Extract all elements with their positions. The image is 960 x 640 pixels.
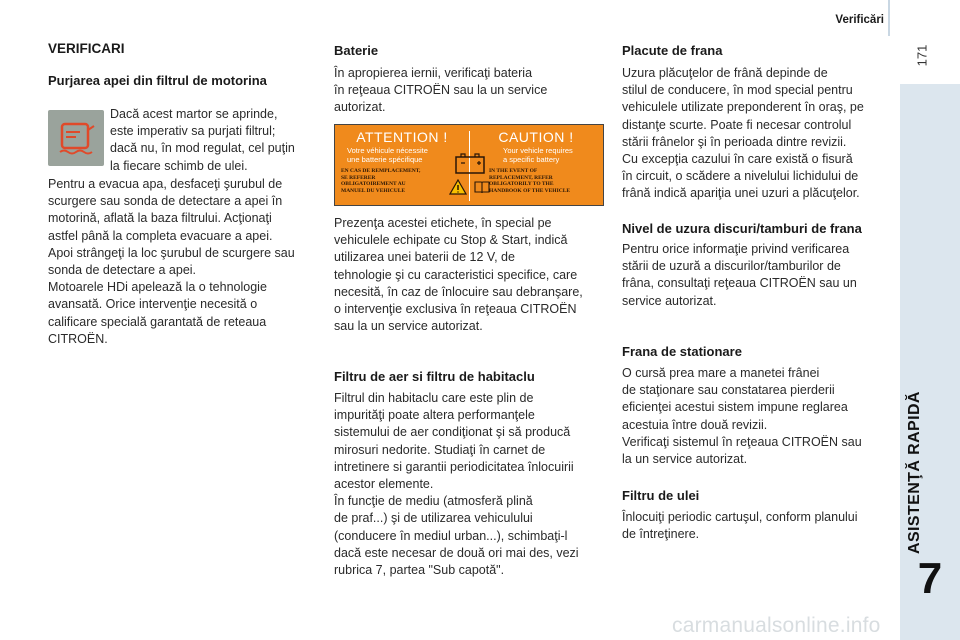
- air-filter-text: Filtrul din habitaclu care este plin de impurităţi poate altera performanţele sistemului de aer condiţionat şi să producă mirosuri nedorite. Studiaţi în carnet de intretinere si garantii periodicitatea înlocuirii acestor elemente. În funcţie de mediu (atmosferă plină de praf...) şi de utilizarea vehiculului (conducere în mediul urban...), schimbaţi-l dacă este necesar de două ori mai des, vezi rubrica 7, partea "Sub capotă".: [334, 391, 579, 578]
- chapter-section-label: ASISTENŢĂ RAPIDĂ: [906, 391, 923, 554]
- watermark-text: carmanualsonline.info: [672, 614, 881, 637]
- page-header-title: Verificări: [835, 14, 884, 26]
- main-title: VERIFICARI: [48, 41, 125, 56]
- chapter-number: 7: [917, 554, 943, 603]
- battery-text: În apropierea iernii, verificaţi bateria în reţeaua CITROËN sau la un service autorizat.: [334, 66, 548, 115]
- battery-warning-label: [334, 124, 604, 206]
- parking-brake-text: O cursă prea mare a manetei frânei de staţionare sau constatarea pierderii eficienţei acestui sistem impune reglarea acestuia între două revizii. Verificaţi sistemul în reţeaua CITROËN sau la un service autorizat.: [622, 366, 862, 467]
- header-divider: [888, 0, 890, 36]
- label-right-subtitle: Your vehicle requires a specific battery: [503, 146, 573, 164]
- section-title-battery: Baterie: [334, 43, 379, 58]
- manual-book-icon: [473, 180, 491, 194]
- battery-icon: [453, 151, 487, 181]
- label-attention-title: ATTENTION !: [356, 129, 448, 145]
- section-title-oil-filter: Filtru de ulei: [622, 488, 700, 503]
- diesel-water-warning-icon: [48, 110, 104, 166]
- section-title-water-purge: Purjarea apei din filtrul de motorina: [48, 73, 267, 88]
- chapter-sidebar: [900, 84, 960, 640]
- label-right-footer: IN THE EVENT OF REPLACEMENT, REFER OBLIGATORILY TO THE HANDBOOK OF THE VEHICLE: [489, 168, 571, 194]
- section-title-parking-brake: Frana de stationare: [622, 344, 742, 359]
- warning-lamp-text: Dacă acest martor se aprinde, este imperativ sa purjati filtrul; dacă nu, în mod regulat, cel puţin la fiecare schimb de ulei.: [110, 107, 295, 173]
- battery-label-text: Prezenţa acestei etichete, în special pe vehiculele echipate cu Stop & Start, indică utilizarea unei baterii de 12 V, de tehnologie şi cu caracteristici specifice, care necesită, în caz de înlocuire sau debranşare, o intervenţie exclusiva în reţeaua CITROËN sau la un service autorizat.: [334, 216, 583, 334]
- warning-triangle-icon: [449, 179, 467, 195]
- page-number: 171: [914, 44, 930, 67]
- label-left-subtitle: Votre véhicule nécessite une batterie spécifique: [347, 146, 428, 164]
- label-caution-title: CAUTION !: [498, 129, 574, 145]
- section-title-brake-pads: Placute de frana: [622, 43, 723, 58]
- oil-filter-text: Înlocuiţi periodic cartuşul, conform planului de întreţinere.: [622, 510, 858, 542]
- label-left-footer: EN CAS DE REMPLACEMENT, SE REFERER OBLIGATOIREMENT AU MANUEL DU VEHICULE: [341, 168, 421, 194]
- brake-discs-text: Pentru orice informaţie privind verificarea stării de uzură a discurilor/tamburilor de frâna, consultaţi reţeaua CITROËN sau un service autorizat.: [622, 242, 857, 308]
- brake-pads-text: Uzura plăcuţelor de frână depinde de stilul de conducere, în mod special pentru vehiculele utilizate preponderent în oraş, pe distanţe scurte. Poate fi necesar controlul stării frânelor şi în perioada dintre revizii. Cu excepţia cazului în care există o fisură în circuit, o scădere a nivelului lichidului de frână indică apariţia unei uzuri a plăcuţelor.: [622, 66, 864, 201]
- water-purge-body: Pentru a evacua apa, desfaceţi şurubul de scurgere sau sonda de detectare a apei în motorină, aflată la baza filtrului. Acţionaţi astfel până la completa evacuare a apei. Apoi strângeţi la loc şurubul de scurgere sau sonda de detectare a apei. Motoarele HDi apelează la o tehnologie avansată. Orice intervenţie necesită o calificare specială garantată de reteaua CITROËN.: [48, 177, 295, 346]
- section-title-air-filter: Filtru de aer si filtru de habitaclu: [334, 369, 535, 384]
- section-title-brake-discs: Nivel de uzura discuri/tamburi de frana: [622, 221, 862, 236]
